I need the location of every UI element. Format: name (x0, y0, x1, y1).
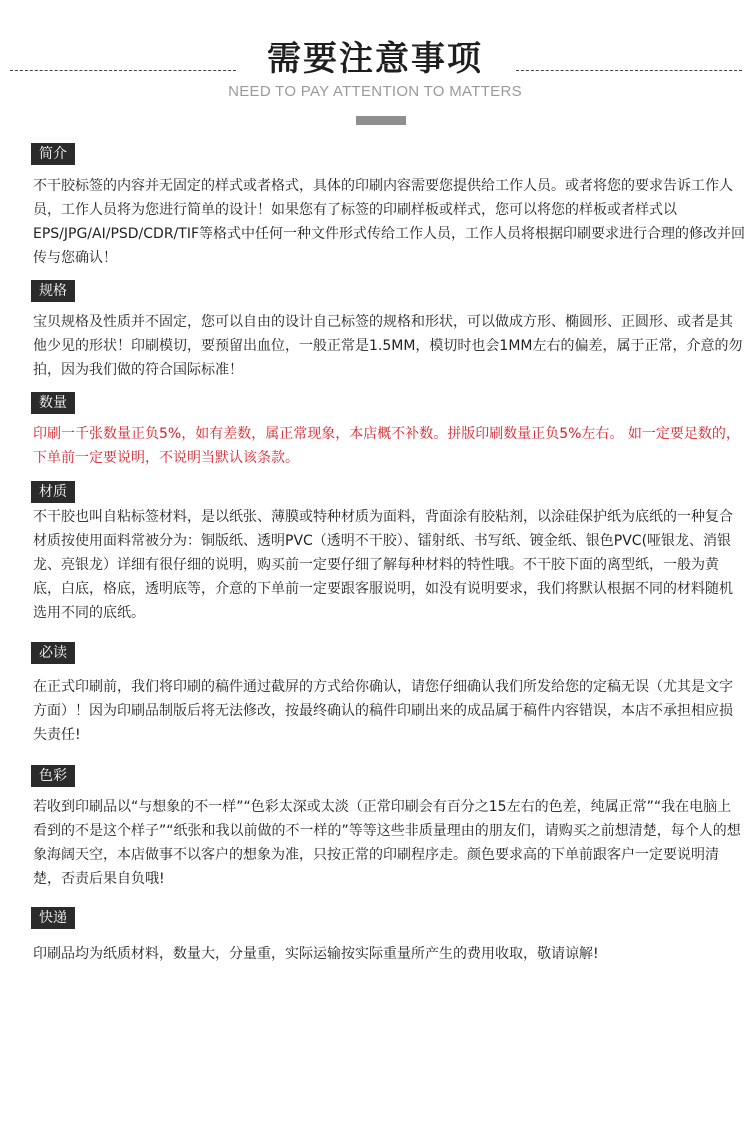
section-tag: 快递 (31, 907, 75, 929)
section-text: 若收到印刷品以“与想象的不一样”“色彩太深或太淡（正常印刷会有百分之15左右的色差，纯属正常”“我在电脑上看到的不是这个样子”“纸张和我以前做的不一样的”等等这些非质量理由的朋友们，请购买之前想清楚，每个人的想象海阔天空，本店做事不以客户的想象为准，只按正常的印刷程序走。颜色要求高的下单前跟客户一定要说明清楚，否责后果自负哦! (33, 799, 741, 887)
section-tag: 简介 (31, 143, 75, 165)
page-title: 需要注意事项 (267, 39, 483, 79)
section-text: 不干胶也叫自粘标签材料，是以纸张、薄膜或特种材质为面料，背面涂有胶粘剂，以涂硅保护纸为底纸的一种复合材质按使用面料常被分为：铜版纸、透明PVC（透明不干胶）、镭射纸、书写纸、镀金纸、银色PVC(哑银龙、消银龙、亮银龙）详细有很仔细的说明，购买前一定要仔细了解每种材料的特性哦。不干胶下面的离型纸，一般为黄底，白底，格底，透明底等，介意的下单前一定要跟客服说明，如没有说明要求，我们将默认根据不同的材料随机选用不同的底纸。 (33, 509, 733, 621)
section-tag: 材质 (31, 481, 75, 503)
section-text-highlight: 印刷一千张数量正负5%，如有差数，属正常现象，本店概不补数。拼版印刷数量正负5%左右。 如一定要足数的，下单前一定要说明，不说明当默认该条款。 (33, 426, 740, 466)
section-text: 在正式印刷前，我们将印刷的稿件通过截屏的方式给你确认，请您仔细确认我们所发给您的定稿无误（尤其是文字方面）！因为印刷品制版后将无法修改，按最终确认的稿件印刷出来的成品属于稿件内容错误，本店不承担相应损失责任! (33, 679, 733, 743)
section-text: 宝贝规格及性质并不固定，您可以自由的设计自己标签的规格和形状，可以做成方形、椭圆形、正圆形、或者是其他少见的形状！印刷模切，要预留出血位，一般正常是1.5MM，模切时也会1MM左右的偏差，属于正常，介意的勿拍，因为我们做的符合国际标准！ (33, 314, 743, 378)
title-accent-bar (356, 116, 406, 125)
page-subtitle: NEED TO PAY ATTENTION TO MATTERS (228, 83, 522, 100)
section-tag: 必读 (31, 642, 75, 664)
section-tag: 规格 (31, 280, 75, 302)
section-text: 不干胶标签的内容并无固定的样式或者格式，具体的印刷内容需要您提供给工作人员。或者将您的要求告诉工作人员，工作人员将为您进行简单的设计！如果您有了标签的印刷样板或样式，您可以将您的样板或者样式以EPS/JPG/AI/PSD/CDR/TIF等格式中任何一种文件形式传给工作人员，工作人员将根据印刷要求进行合理的修改并回传与您确认！ (33, 178, 746, 266)
header (0, 0, 750, 130)
section-tag: 色彩 (31, 765, 75, 787)
section-text: 印刷品均为纸质材料，数量大，分量重，实际运输按实际重量所产生的费用收取，敬请谅解! (33, 946, 599, 962)
section-tag: 数量 (31, 392, 75, 414)
